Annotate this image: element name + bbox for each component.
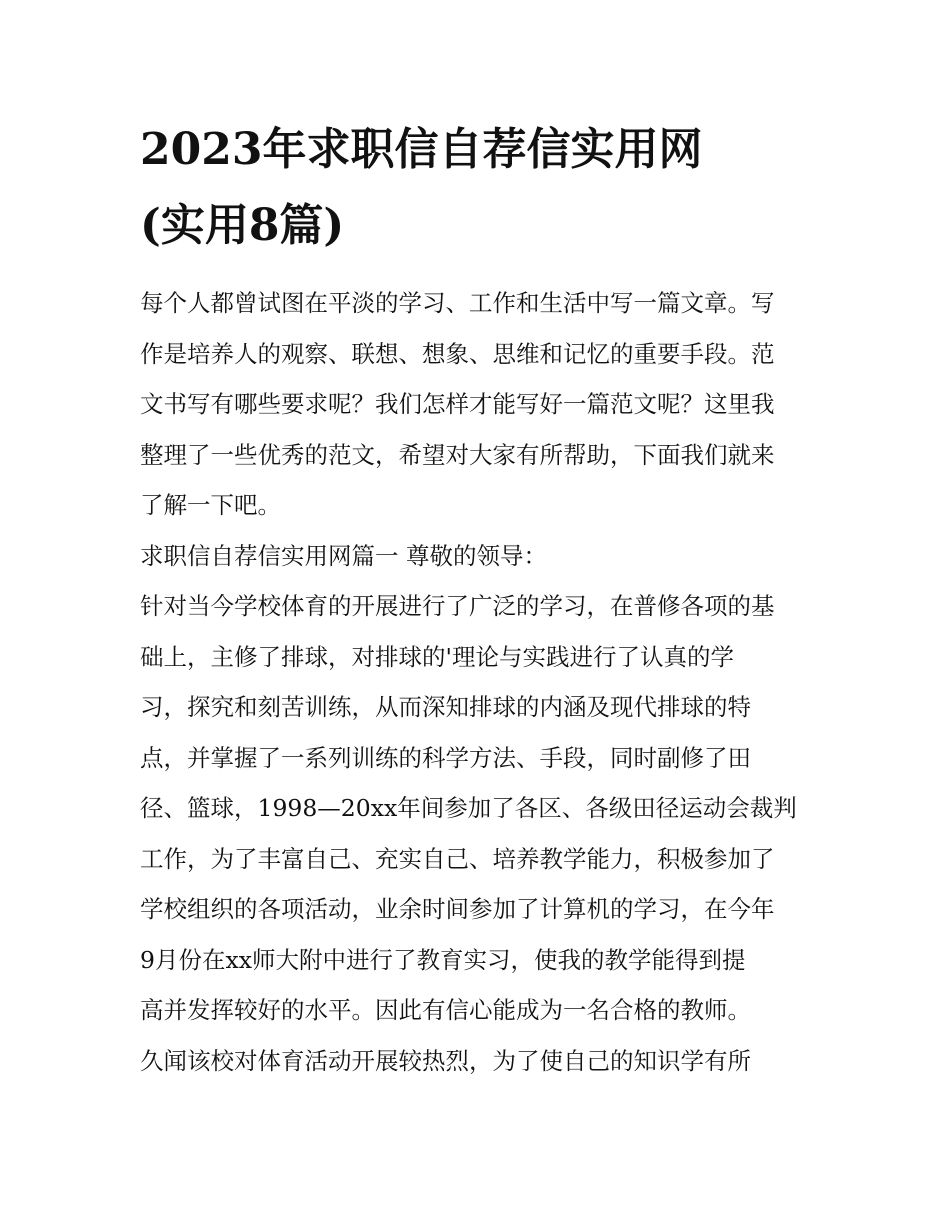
body-line-1: 每个人都曾试图在平淡的学习、工作和生活中写一篇文章。写 — [140, 289, 775, 317]
title-line-2: (实用8篇) — [140, 200, 345, 251]
body-line-9: 习，探究和刻苦训练，从而深知排球的内涵及现代排球的特 — [140, 693, 751, 721]
body-line-8: 础上，主修了排球，对排球的'理论与实践进行了认真的学 — [140, 642, 734, 671]
body-line-11: 径、篮球，1998—20xx年间参加了各区、各级田径运动会裁判 — [140, 794, 797, 822]
body-line-2: 作是培养人的观察、联想、想象、思维和记忆的重要手段。范 — [140, 339, 775, 368]
body-line-7: 针对当今学校体育的开展进行了广泛的学习，在普修各项的基 — [140, 592, 775, 620]
body-line-4: 整理了一些优秀的范文，希望对大家有所帮助，下面我们就来 — [140, 440, 775, 469]
body-line-15: 高并发挥较好的水平。因此有信心能成为一名合格的教师。 — [140, 996, 751, 1024]
title-line-1: 2023年求职信自荐信实用网 — [140, 124, 703, 175]
document-body — [140, 278, 820, 1086]
body-line-5: 了解一下吧。 — [140, 491, 281, 519]
body-line-10: 点，并掌握了一系列训练的科学方法、手段，同时副修了田 — [140, 743, 751, 772]
document-title — [140, 112, 820, 264]
body-line-16: 久闻该校对体育活动开展较热烈，为了使自己的知识学有所 — [140, 1046, 751, 1075]
body-line-14: 9月份在xx师大附中进行了教育实习，使我的教学能得到提 — [140, 945, 746, 974]
section-heading: 求职信自荐信实用网篇一 尊敬的领导： — [140, 541, 547, 570]
body-line-3: 文书写有哪些要求呢？我们怎样才能写好一篇范文呢？这里我 — [140, 390, 775, 418]
body-line-12: 工作，为了丰富自己、充实自己、培养教学能力，积极参加了 — [140, 844, 775, 873]
body-line-13: 学校组织的各项活动，业余时间参加了计算机的学习，在今年 — [140, 895, 775, 923]
